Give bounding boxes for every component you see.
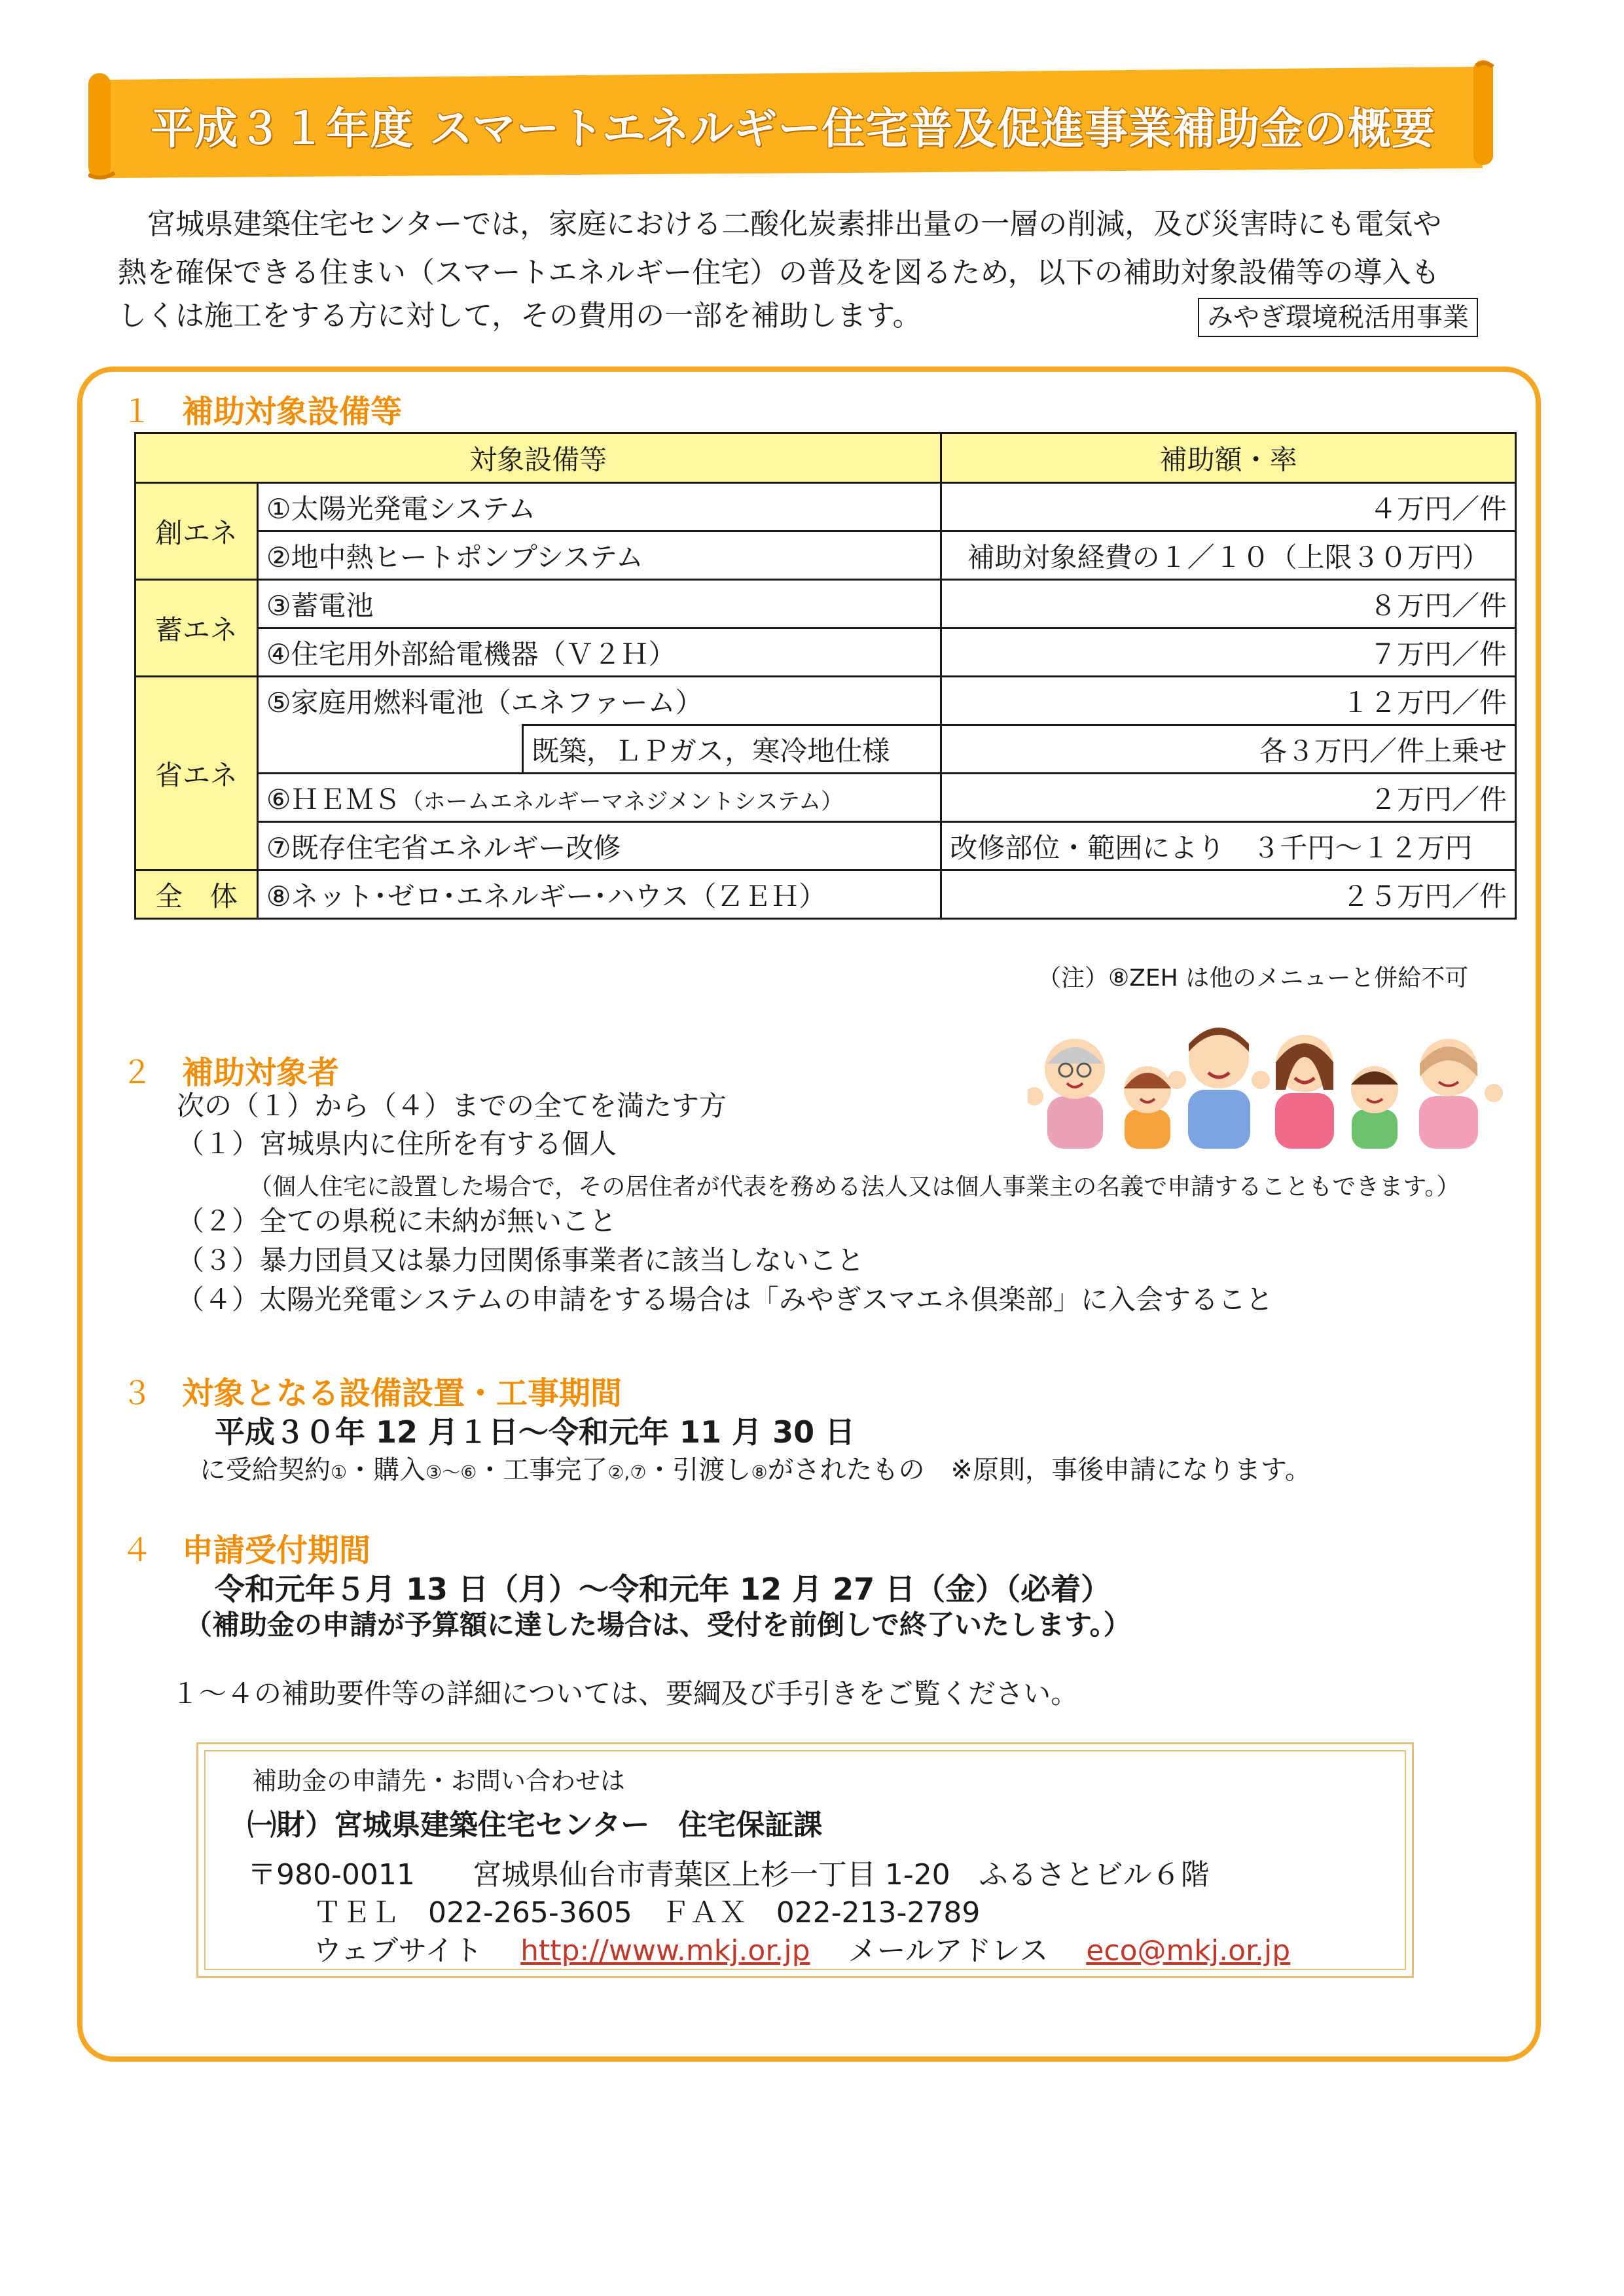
detail-text: がされたもの ※原則，事後申請になります。 <box>767 1455 1311 1485</box>
contact-address: 〒980-0011 宮城県仙台市青葉区上杉一丁目 1-20 ふるさとビル６階 <box>247 1858 1210 1892</box>
equipment-name: 既築，ＬＰガス，寒冷地仕様 <box>523 725 941 774</box>
equipment-amount: 改修部位・範囲により ３千円～１２万円 <box>941 822 1516 870</box>
equipment-name: ①太陽光発電システム <box>257 483 941 531</box>
contact-web-row <box>313 1927 1290 1969</box>
detail-text: ・引渡し <box>646 1455 751 1485</box>
col-header-equipment: 対象設備等 <box>135 433 941 483</box>
equipment-name-sub: （ホームエネルギーマネジメントシステム） <box>401 788 844 815</box>
category-cell: 蓄エネ <box>135 580 258 677</box>
intro-badge: みやぎ環境税活用事業 <box>1198 298 1478 337</box>
contact-lead: 補助金の申請先・お問い合わせは <box>252 1767 626 1795</box>
table-row <box>135 628 1516 677</box>
detail-text: ・購入 <box>347 1455 426 1485</box>
equipment-name-main: ⑥ＨＥＭＳ <box>266 783 401 816</box>
section3-period: 平成３０年 12 月１日～令和元年 11 月 30 日 <box>215 1414 856 1450</box>
section2-item-1: （１）宮城県内に住所を有する個人 <box>177 1128 617 1160</box>
equipment-name: ④住宅用外部給電機器（Ｖ２Ｈ） <box>257 628 941 677</box>
contact-org: ㈠財）宮城県建築住宅センター 住宅保証課 <box>247 1808 823 1842</box>
section2-item-4: （４）太陽光発電システムの申請をする場合は「みやぎスマエネ倶楽部」に入会すること <box>177 1283 1273 1316</box>
father-figure <box>1168 1028 1270 1149</box>
equipment-amount: 補助対象経費の１／１０（上限３０万円） <box>941 531 1516 580</box>
category-cell: 創エネ <box>135 483 258 580</box>
table-row <box>135 774 1516 822</box>
intro-line-1: 宮城県建築住宅センターでは，家庭における二酸化炭素排出量の一層の削減，及び災害時にも電気や <box>118 207 1442 241</box>
equipment-amount: 各３万円／件上乗せ <box>941 725 1516 774</box>
table-row <box>135 822 1516 870</box>
section2-item-2: （２）全ての県税に未納が無いこと <box>177 1205 617 1237</box>
table-row <box>135 483 1516 531</box>
page-title: 平成３１年度 スマートエネルギー住宅普及促進事業補助金の概要 <box>151 103 1436 154</box>
section3-detail <box>200 1450 1311 1492</box>
email-link[interactable]: eco@mkj.or.jp <box>1086 1934 1291 1967</box>
mother-figure <box>1275 1035 1334 1149</box>
website-link[interactable]: http://www.mkj.or.jp <box>520 1934 810 1967</box>
table-row <box>135 580 1516 628</box>
section2-heading: 補助対象者 <box>182 1054 340 1091</box>
intro-line-2: 熱を確保できる住まい（スマートエネルギー住宅）の普及を図るため，以下の補助対象設備等の導入も <box>118 256 1440 289</box>
section2-sub-note: （個人住宅に設置した場合で，その居住者が代表を務める法人又は個人事業主の名義で申請することもできます。） <box>249 1174 1460 1200</box>
section1-number: １ <box>121 393 153 430</box>
equipment-name: ②地中熱ヒートポンプシステム <box>257 531 941 580</box>
mail-label: メールアドレス <box>848 1934 1049 1967</box>
equipment-name <box>257 774 941 822</box>
equipment-amount: ４万円／件 <box>941 483 1516 531</box>
equipment-name: ⑤家庭用燃料電池（エネファーム） <box>257 677 941 725</box>
section3-heading: 対象となる設備設置・工事期間 <box>182 1375 623 1412</box>
family-illustration <box>1028 1018 1506 1149</box>
detail-ref: ②,⑦ <box>607 1462 647 1483</box>
equipment-amount: ７万円／件 <box>941 628 1516 677</box>
detail-ref: ③～⑥ <box>425 1462 477 1483</box>
empty-cell <box>257 725 522 774</box>
boy-figure <box>1351 1066 1398 1149</box>
equipment-amount: ２万円／件 <box>941 774 1516 822</box>
detail-ref: ① <box>331 1462 348 1483</box>
section1-heading: 補助対象設備等 <box>182 393 403 430</box>
detail-ref: ⑧ <box>751 1462 768 1483</box>
table-note: （注）⑧ZEH は他のメニューと併給不可 <box>1038 965 1469 992</box>
section4-period: 令和元年５月 13 日（月）～令和元年 12 月 27 日（金）（必着） <box>215 1571 1111 1607</box>
table-header-row <box>135 433 1516 483</box>
closing-text: １～４の補助要件等の詳細については、要綱及び手引きをご覧ください。 <box>171 1677 1079 1710</box>
detail-text: に受給契約 <box>200 1455 331 1485</box>
detail-text: ・工事完了 <box>477 1455 608 1485</box>
equipment-name: ③蓄電池 <box>257 580 941 628</box>
section2-lead: 次の（１）から（４）までの全てを満たす方 <box>177 1090 727 1122</box>
intro-line-3: しくは施工をする方に対して，その費用の一部を補助します。 <box>118 299 922 332</box>
contact-tel-fax: ＴＥＬ 022-265-3605 ＦＡＸ 022-213-2789 <box>313 1896 981 1929</box>
section2-item-3: （３）暴力団員又は暴力団関係事業者に該当しないこと <box>177 1244 865 1276</box>
equipment-table <box>134 432 1517 920</box>
col-header-amount: 補助額・率 <box>941 433 1516 483</box>
equipment-amount: １２万円／件 <box>941 677 1516 725</box>
grandma-figure <box>1419 1039 1503 1149</box>
table-row <box>135 725 1516 774</box>
table-row <box>135 531 1516 580</box>
equipment-amount: ８万円／件 <box>941 580 1516 628</box>
category-cell: 全 体 <box>135 870 258 919</box>
grandpa-figure <box>1028 1039 1105 1149</box>
table-row <box>135 870 1516 919</box>
web-label: ウェブサイト <box>313 1934 483 1967</box>
section3-number: ３ <box>121 1375 153 1412</box>
category-cell: 省エネ <box>135 677 258 870</box>
equipment-name: ⑦既存住宅省エネルギー改修 <box>257 822 941 870</box>
section4-heading: 申請受付期間 <box>182 1532 371 1569</box>
section4-caveat: （補助金の申請が予算額に達した場合は、受付を前倒しで終了いたします。） <box>185 1609 1131 1641</box>
girl-figure <box>1124 1066 1171 1149</box>
equipment-amount: ２５万円／件 <box>941 870 1516 919</box>
section2-number: ２ <box>121 1054 153 1091</box>
equipment-name: ⑧ネット･ゼロ･エネルギー･ハウス（ＺＥＨ） <box>257 870 941 919</box>
section4-number: ４ <box>121 1532 153 1569</box>
table-row <box>135 677 1516 725</box>
